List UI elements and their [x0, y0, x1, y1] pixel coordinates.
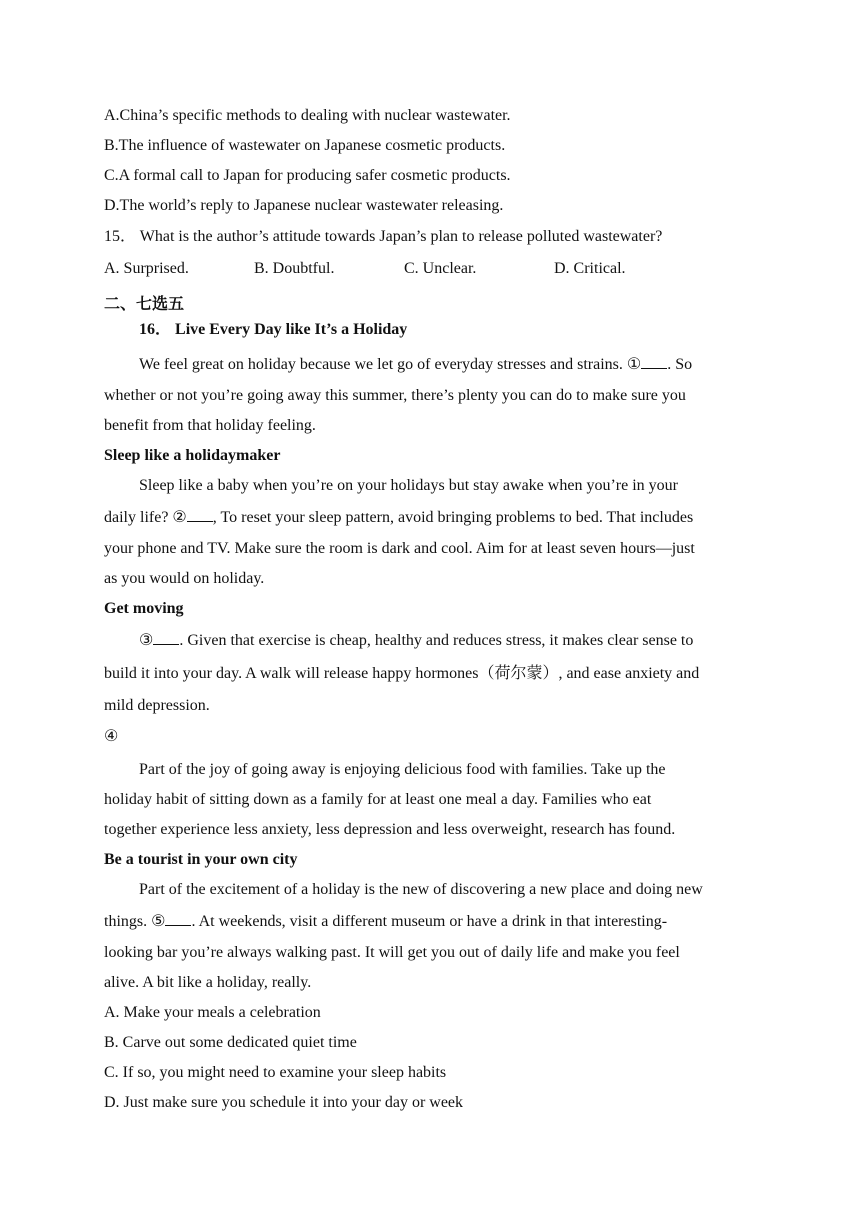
choice-d: D. Just make sure you schedule it into your day or week [104, 1094, 464, 1111]
q15-text: What is the author’s attitude towards Japan’s plan to release polluted wastewater? [139, 228, 663, 245]
p4-line-1: Part of the joy of going away is enjoying delicious food with families. Take up the [139, 761, 666, 778]
p5-line-2 [104, 911, 667, 932]
p5-line-1: Part of the excitement of a holiday is the new of discovering a new place and doing new [139, 881, 703, 898]
blank-3 [153, 630, 179, 645]
p1-line-1 [139, 354, 692, 375]
p4-line-3: together experience less anxiety, less depression and less overweight, research has found. [104, 821, 676, 838]
q14-option-d: D.The world’s reply to Japanese nuclear wastewater releasing. [104, 197, 504, 214]
choice-a: A. Make your meals a celebration [104, 1004, 321, 1021]
choice-b: B. Carve out some dedicated quiet time [104, 1034, 357, 1051]
choice-c: C. If so, you might need to examine your sleep habits [104, 1064, 447, 1081]
p3-line-2: build it into your day. A walk will release happy hormones（荷尔蒙）, and ease anxiety and [104, 665, 700, 682]
p2-text-cont: , To reset your sleep pattern, avoid bringing problems to bed. That includes [212, 509, 694, 526]
q15-number: 15． [104, 228, 137, 245]
p5-line-4: alive. A bit like a holiday, really. [104, 974, 312, 991]
q14-option-b: B.The influence of wastewater on Japanese cosmetic products. [104, 137, 506, 154]
q15-option-c: C. Unclear. [404, 260, 477, 277]
p5-text-cont: . At weekends, visit a different museum or have a drink in that interesting- [191, 913, 668, 930]
heading-sleep: Sleep like a holidaymaker [104, 447, 281, 464]
p4-line-2: holiday habit of sitting down as a family for at least one meal a day. Families who eat [104, 791, 652, 808]
p2-line-2 [104, 507, 693, 528]
p1-line-2: whether or not you’re going away this summer, there’s plenty you can do to make sure you [104, 387, 686, 404]
passage-title-text: Live Every Day like It’s a Holiday [175, 321, 408, 338]
q15-option-b: B. Doubtful. [254, 260, 335, 277]
p3-text-cont: . Given that exercise is cheap, healthy and reduces stress, it makes clear sense to [179, 632, 694, 649]
blank-1 [641, 354, 667, 369]
passage-number: 16． [139, 321, 172, 338]
p3-line-1 [139, 630, 693, 651]
q15-option-a: A. Surprised. [104, 260, 189, 277]
p1-text: We feel great on holiday because we let go of everyday stresses and strains. ① [139, 356, 642, 373]
q14-option-a: A.China’s specific methods to dealing with nuclear wastewater. [104, 107, 511, 124]
p5-text: things. ⑤ [104, 913, 166, 930]
passage-title [139, 320, 407, 340]
p5-line-3: looking bar you’re always walking past. It will get you out of daily life and make you feel [104, 944, 680, 961]
q15-question [104, 227, 662, 247]
q14-option-c: C.A formal call to Japan for producing safer cosmetic products. [104, 167, 511, 184]
p3-line-3: mild depression. [104, 697, 210, 714]
heading-tourist: Be a tourist in your own city [104, 851, 298, 868]
blank-5 [165, 911, 191, 926]
p2-line-1: Sleep like a baby when you’re on your holidays but stay awake when you’re in your [139, 477, 678, 494]
p1-line-3: benefit from that holiday feeling. [104, 417, 316, 434]
p1-text-cont: . So [667, 356, 693, 373]
blank-2 [187, 507, 213, 522]
p2-line-4: as you would on holiday. [104, 570, 265, 587]
p2-text: daily life? ② [104, 509, 187, 526]
heading-blank-4: ④ [104, 728, 119, 745]
p2-line-3: your phone and TV. Make sure the room is dark and cool. Aim for at least seven hours—just [104, 540, 695, 557]
section-title: 二、七选五 [104, 294, 185, 313]
heading-get-moving: Get moving [104, 600, 184, 617]
q15-option-d: D. Critical. [554, 260, 626, 277]
p3-marker: ③ [139, 632, 154, 649]
